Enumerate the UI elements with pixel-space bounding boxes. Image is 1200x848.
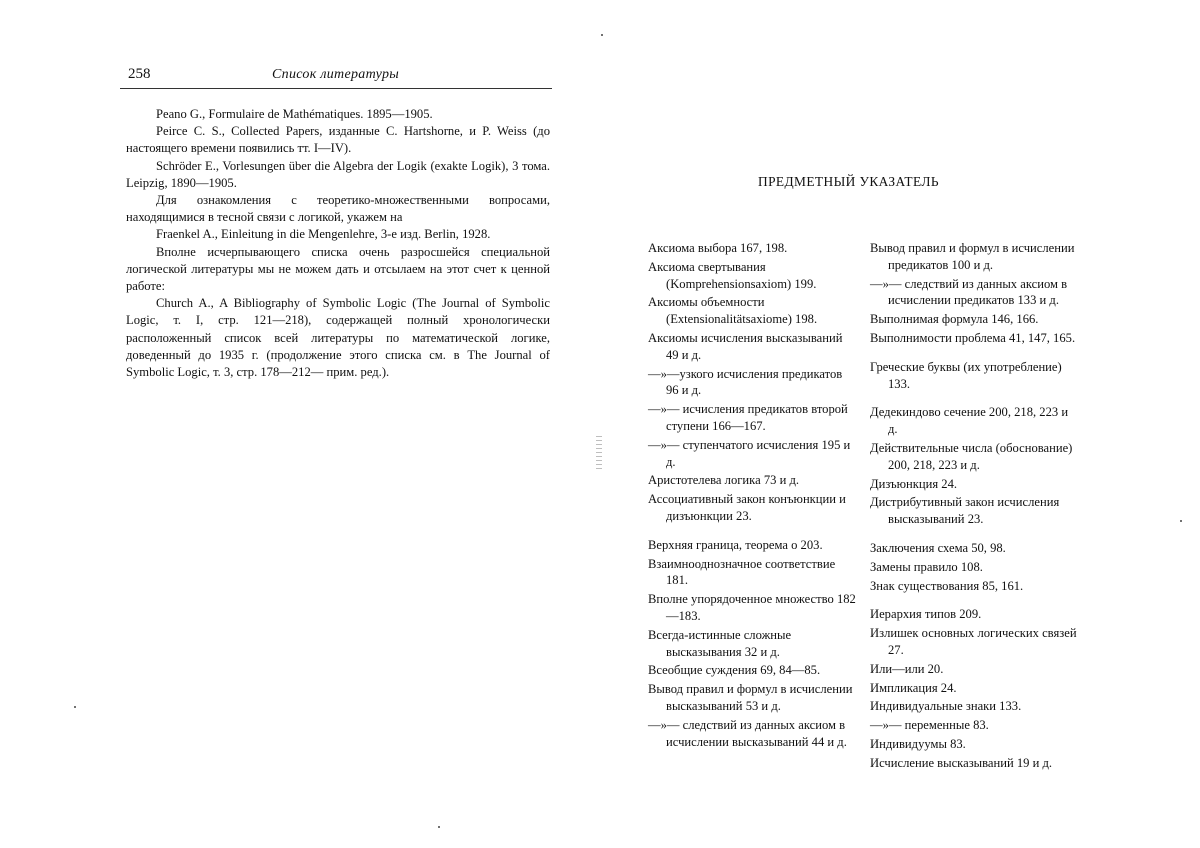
index-entry: Всеобщие суждения 69, 84—85. <box>648 663 821 678</box>
index-entry: Аксиомы объемности (Extensionalitätsaxiome) 198. <box>648 295 818 327</box>
index-entry: Взаимнооднозначное соответствие 181. <box>648 556 836 588</box>
bibliography-entry: Peirce C. S., Collected Papers, изданные С. Hartshorne, и P. Weiss (до настоящего времени появились тт. I—IV). <box>126 124 550 156</box>
index-entry: Аристотелева логика 73 и д. <box>648 473 800 488</box>
scan-speck <box>74 706 76 708</box>
index-entry: Вывод правил и формул в исчислении высказываний 53 и д. <box>648 682 853 713</box>
index-entry: Аксиома выбора 167, 198. <box>648 241 788 255</box>
bibliography-entry: Для ознакомления с теоретико-множественными вопросами, находящимися в тесной связи с логикой, укажем на <box>126 193 550 225</box>
index-entry: Замены правило 108. <box>870 559 983 574</box>
gutter-scan-marks <box>596 436 602 472</box>
index-entry: —»— следствий из данных аксиом в исчислении высказываний 44 и д. <box>648 717 847 749</box>
scan-speck <box>1180 520 1182 522</box>
index-entry: Или—или 20. <box>870 661 944 676</box>
index-entry: Вполне упорядоченное множество 182—183. <box>648 592 856 623</box>
index-entry: Импликация 24. <box>870 680 957 695</box>
index-entry: Действительные числа (обоснование) 200, 218, 223 и д. <box>870 440 1073 472</box>
index-entry: Дедекиндово сечение 200, 218, 223 и д. <box>870 405 1069 437</box>
running-head <box>120 64 552 89</box>
index-entry: Исчисление высказываний 19 и д. <box>870 755 1053 770</box>
index-entry: Дизъюнкция 24. <box>870 476 958 491</box>
index-entry: Аксиомы исчисления высказываний 49 и д. <box>648 330 843 362</box>
index-entry: Индивидуальные знаки 133. <box>870 699 1022 714</box>
bibliography-entry: Schröder E., Vorlesungen über die Algebra der Logik (exakte Logik), 3 тома. Leipzig, 1890—1905. <box>126 158 550 190</box>
scan-speck <box>601 34 603 36</box>
index-entry: Выполнимая формула 146, 166. <box>870 312 1039 327</box>
index-letter-gap <box>870 349 1078 359</box>
index-entry: Заключения схема 50, 98. <box>870 540 1006 555</box>
index-entry: Излишек основных логических связей 27. <box>870 626 1077 657</box>
bibliography-entry: Fraenkel A., Einleitung in die Mengenlehre, 3-е изд. Berlin, 1928. <box>156 227 491 242</box>
index-entry: Ассоциативный закон конъюнкции и дизъюнкции 23. <box>648 492 846 523</box>
bibliography-entry: Peano G., Formulaire de Mathématiques. 1895—1905. <box>156 107 433 121</box>
index-entry: Дистрибутивный закон исчисления высказываний 23. <box>870 495 1060 527</box>
bibliography-entry: Church A., A Bibliography of Symbolic Logic (The Journal of Symbolic Logic, т. I, стр. 121—218), содержащей полный хронологически расположенный список всей литературы по математической логике, доведенный до 1935 г. (продолжение этого списка см. в The Journal of Symbolic Logic, т. 3, стр. 178—212— прим. ред.). <box>126 296 550 380</box>
index-entry: Индивидуумы 83. <box>870 736 966 751</box>
index-entry: —»—узкого исчисления предикатов 96 и д. <box>648 366 843 398</box>
index-entry: —»— ступенчатого исчисления 195 и д. <box>648 437 851 469</box>
index-column-2 <box>870 240 1078 774</box>
index-entry: Знак существования 85, 161. <box>870 578 1024 593</box>
page-number: 258 <box>128 66 151 82</box>
index-entry: Аксиома свертывания (Komprehensionsaxiom) 199. <box>648 259 817 291</box>
running-title: Список литературы <box>272 67 400 82</box>
index-letter-gap <box>870 596 1078 606</box>
bibliography-entry: Вполне исчерпывающего списка очень разросшейся специальной логической литературы мы не можем дать и отсылаем на этот счет к ценной работе: <box>126 244 550 294</box>
index-entry: Иерархия типов 209. <box>870 607 982 622</box>
index-entry: Выполнимости проблема 41, 147, 165. <box>870 330 1076 345</box>
index-entry: —»— переменные 83. <box>870 718 989 733</box>
scan-speck <box>438 826 440 828</box>
index-entry: Верхняя граница, теорема о 203. <box>648 537 823 552</box>
index-entry: Вывод правил и формул в исчислении предикатов 100 и д. <box>870 241 1075 272</box>
index-entry: —»— исчисления предикатов второй ступени 166—167. <box>648 402 848 433</box>
bibliography-list <box>126 106 550 381</box>
index-letter-gap <box>870 394 1078 404</box>
index-letter-gap <box>648 527 856 537</box>
index-entry: Греческие буквы (их употребление) 133. <box>870 359 1062 391</box>
index-entry: Всегда-истинные сложные высказывания 32 и д. <box>648 627 792 659</box>
index-letter-gap <box>870 530 1078 540</box>
index-entry: —»— следствий из данных аксиом в исчислении предикатов 133 и д. <box>870 276 1068 308</box>
index-column-1 <box>648 240 856 752</box>
section-title: ПРЕДМЕТНЫЙ УКАЗАТЕЛЬ <box>758 174 939 189</box>
